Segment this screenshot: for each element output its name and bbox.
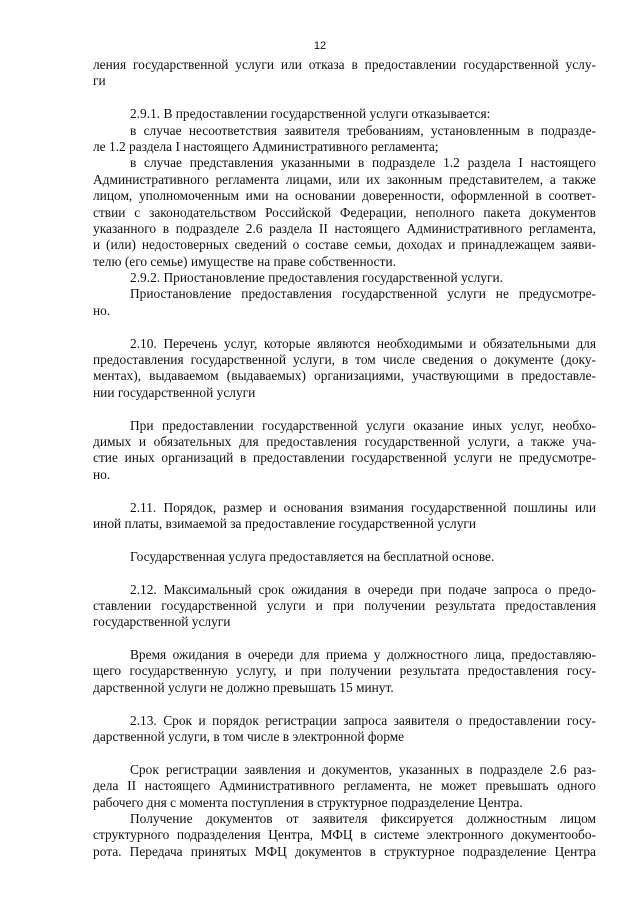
text-line: ментах), выдаваемом (выдаваемых) организациями, участвующими в предоставле- (93, 368, 596, 384)
section-heading: 2.13. Срок и порядок регистрации запроса заявителя о предоставлении госу- (130, 712, 596, 728)
text-line: Время ожидания в очереди для приема у должностного лица, предоставляю- (130, 647, 596, 663)
text-line: щего государственную услугу, и при получении результата предоставления госу- (93, 663, 596, 679)
text-line: государственной услуги (93, 614, 231, 630)
text-line: иной платы, взимаемой за предоставление государственной услуги (93, 515, 477, 531)
text-line: в случае представления указанными в подразделе 1.2 раздела I настоящего (130, 155, 596, 171)
text-line: в случае несоответствия заявителя требованиям, установленным в подразде- (130, 122, 596, 138)
text-line: рабочего дня с момента поступления в структурное подразделение Центра. (93, 794, 523, 810)
text-line: нии государственной услуги (93, 384, 256, 400)
section-heading: 2.9.2. Приостановление предоставления государственной услуги. (130, 270, 503, 286)
text-line: структурного подразделения Центра, МФЦ в системе электронного документообо- (93, 827, 596, 843)
text-line: но. (93, 302, 111, 318)
text-line: но. (93, 466, 111, 482)
text-line: лицом, уполномоченным ими на основании доверенности, оформленной в соответ- (93, 188, 596, 204)
text-line: ги (93, 73, 106, 89)
text-line: димых и обязательных для предоставления государственной услуги, а также уча- (93, 433, 596, 449)
text-line: Приостановление предоставления государственной услуги не предусмотре- (130, 286, 596, 302)
text-line: ления государственной услуги или отказа в предоставлении государственной услу- (93, 57, 596, 72)
section-heading: 2.12. Максимальный срок ожидания в очереди при подаче запроса о предо- (130, 581, 596, 597)
text-line: и (или) недостоверных сведений о составе семьи, доходах и принадлежащем заяви- (93, 237, 596, 253)
text-line: Срок регистрации заявления и документов, указанных в подразделе 2.6 раз- (130, 761, 596, 777)
text-line: дела II настоящего Административного регламента, не может превышать одного (93, 778, 596, 794)
text-line: рота. Передача принятых МФЦ документов в структурное подразделение Центра (93, 843, 596, 859)
text-line: стие иных организаций в предоставлении государственной услуги не предусмотре- (93, 450, 596, 466)
section-heading: 2.9.1. В предоставлении государственной услуги отказывается: (130, 106, 491, 122)
text-line: дарственной услуги, в том числе в электронной форме (93, 729, 405, 745)
text-line: указанного в подразделе 2.6 раздела II настоящего Административного регламента, (93, 220, 596, 236)
text-line: Административного регламента лицами, или их законным представителем, а также (93, 171, 596, 187)
text-line: ставлении государственной услуги и при получении результата предоставления (93, 597, 596, 613)
text-line: телю (его семье) имуществе на праве собственности. (93, 253, 396, 269)
text-line: предоставления государственной услуги, в том числе сведения о документе (доку- (93, 352, 596, 368)
section-heading: 2.11. Порядок, размер и основания взимания государственной пошлины или (130, 499, 596, 515)
text-line: Получение документов от заявителя фиксируется должностным лицом (130, 810, 596, 826)
text-line: Государственная услуга предоставляется на бесплатной основе. (130, 548, 495, 564)
text-line: При предоставлении государственной услуги оказание иных услуг, необхо- (130, 417, 596, 433)
text-line: ствии с законодательством Российской Федерации, неполного пакета документов (93, 204, 596, 220)
section-heading: 2.10. Перечень услуг, которые являются необходимыми и обязательными для (130, 335, 596, 351)
text-line: ле 1.2 раздела I настоящего Административного регламента; (93, 138, 439, 154)
page-number: 12 (313, 40, 327, 52)
text-line: дарственной услуги не должно превышать 15 минут. (93, 679, 394, 695)
document-body (93, 57, 596, 860)
